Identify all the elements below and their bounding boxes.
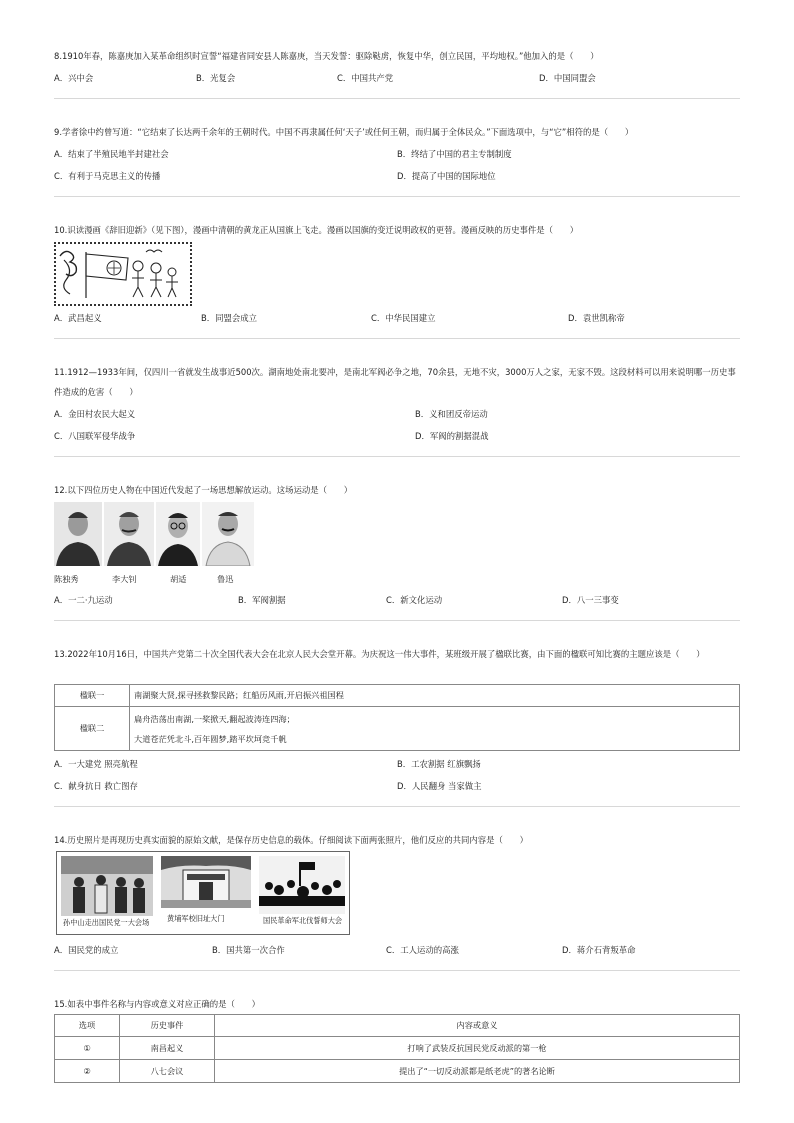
- table-cell: 南昌起义: [120, 1037, 215, 1060]
- q8-option-b[interactable]: B．光复会: [196, 73, 236, 83]
- couplet-label: 楹联一: [55, 685, 130, 707]
- portrait-name: 陈独秀: [54, 574, 79, 584]
- question-14-stem: 14.历史照片是再现历史真实面貌的原始文献，是保存历史信息的载体。仔细阅读下面两张照片，他们反应的共同内容是（ ）: [54, 835, 528, 845]
- events-table: [54, 1014, 740, 1083]
- couplet-label: 楹联二: [55, 707, 130, 751]
- couplet-text: 南湖聚大贤,探寻拯救黎民路；红船历风雨,开启振兴祖国程: [130, 685, 740, 707]
- historical-photo: [161, 856, 251, 908]
- divider: [54, 338, 740, 339]
- cartoon-illustration: [56, 244, 190, 304]
- q12-option-d[interactable]: D．八一三事变: [562, 595, 619, 605]
- q10-option-b[interactable]: B．同盟会成立: [201, 313, 257, 323]
- q13-option-d[interactable]: D．人民翻身 当家做主: [397, 781, 482, 791]
- question-12-stem: 12.以下四位历史人物在中国近代发起了一场思想解放运动。这场运动是（ ）: [54, 485, 353, 495]
- historical-photo: [61, 856, 153, 916]
- couplet-table: [54, 684, 740, 751]
- q8-option-a[interactable]: A．兴中会: [54, 73, 94, 83]
- cartoon-image: [54, 242, 192, 306]
- divider: [54, 620, 740, 621]
- photo-strip: [56, 851, 350, 935]
- portrait-photo: [202, 502, 254, 566]
- table-header: 历史事件: [120, 1015, 215, 1037]
- photo-caption: 黄埔军校旧址大门: [167, 914, 225, 923]
- divider: [54, 98, 740, 99]
- portrait-photo: [156, 502, 200, 566]
- q14-option-b[interactable]: B．国共第一次合作: [212, 945, 285, 955]
- q9-option-b[interactable]: B．终结了中国的君主专制制度: [397, 149, 512, 159]
- q8-option-c[interactable]: C．中国共产党: [337, 73, 394, 83]
- q13-option-b[interactable]: B．工农割据 红旗飘扬: [397, 759, 481, 769]
- q9-option-d[interactable]: D．提高了中国的国际地位: [397, 171, 496, 181]
- divider: [54, 196, 740, 197]
- portrait-photo: [104, 502, 154, 566]
- question-10-stem: 10.识读漫画《辞旧迎新》（见下图），漫画中清朝的黄龙正从国旗上飞走。漫画以国旗的变迁说明政权的更替。漫画反映的历史事件是（ ）: [54, 225, 579, 235]
- question-11-stem: 11.1912—1933年间，仅四川一省就发生战事近500次。湖南地处南北要冲，是南北军阀必争之地，70余县，无地不灾，3000万人之家，无家不毁。这段材料可以用来说明哪一历史事件造成的危害（ ）: [54, 367, 736, 397]
- photo-caption: 国民革命军北伐誓师大会: [263, 916, 343, 925]
- q11-option-d[interactable]: D．军阀的割据混战: [415, 431, 489, 441]
- q8-option-d[interactable]: D．中国同盟会: [539, 73, 596, 83]
- couplet-text-line: 大道苍茫凭北斗,百年圆梦,踏平坎坷竞千帆: [134, 733, 287, 744]
- q14-option-d[interactable]: D．蒋介石背叛革命: [562, 945, 636, 955]
- q10-option-c[interactable]: C．中华民国建立: [371, 313, 436, 323]
- couplet-text-line: 扁舟浩荡出南湖,一桨掀天,翻起波涛连四海；: [134, 713, 295, 724]
- table-row: [55, 1037, 740, 1060]
- q11-option-b[interactable]: B．义和团反帝运动: [415, 409, 488, 419]
- question-8-stem: 8.1910年春，陈嘉庚加入某革命组织时宣誓“福建省同安县人陈嘉庚，当天发誓：驱除鞑虏，恢复中华，创立民国，平均地权。”他加入的是（ ）: [54, 51, 599, 61]
- table-cell: 八七会议: [120, 1060, 215, 1083]
- q13-option-c[interactable]: C．献身抗日 救亡图存: [54, 781, 138, 791]
- table-cell: 提出了“一切反动派都是纸老虎”的著名论断: [215, 1060, 740, 1083]
- q12-option-b[interactable]: B．军阀割据: [238, 595, 286, 605]
- q13-option-a[interactable]: A．一大建党 照亮航程: [54, 759, 138, 769]
- question-9-stem: 9.学者徐中约曾写道：“它结束了长达两千余年的王朝时代。中国不再隶属任何‘天子’或任何王朝，而归属于全体民众。”下面选项中，与“它”相符的是（ ）: [54, 127, 634, 137]
- q11-option-c[interactable]: C．八国联军侵华战争: [54, 431, 136, 441]
- table-row: [55, 1060, 740, 1083]
- q11-option-a[interactable]: A．金田村农民大起义: [54, 409, 136, 419]
- q10-option-d[interactable]: D．袁世凯称帝: [568, 313, 625, 323]
- q14-option-c[interactable]: C．工人运动的高涨: [386, 945, 459, 955]
- q12-option-c[interactable]: C．新文化运动: [386, 595, 443, 605]
- table-cell: ①: [55, 1037, 120, 1060]
- portrait-name: 胡适: [170, 574, 187, 584]
- q9-option-a[interactable]: A．结束了半殖民地半封建社会: [54, 149, 169, 159]
- table-header: 内容或意义: [215, 1015, 740, 1037]
- divider: [54, 456, 740, 457]
- table-cell: ②: [55, 1060, 120, 1083]
- q9-option-c[interactable]: C．有利于马克思主义的传播: [54, 171, 161, 181]
- portrait-name: 李大钊: [112, 574, 137, 584]
- q10-option-a[interactable]: A．武昌起义: [54, 313, 102, 323]
- table-header: 选项: [55, 1015, 120, 1037]
- q12-option-a[interactable]: A．一二·九运动: [54, 595, 113, 605]
- portrait-name: 鲁迅: [217, 574, 234, 584]
- historical-photo: [259, 856, 345, 914]
- divider: [54, 970, 740, 971]
- table-cell: 打响了武装反抗国民党反动派的第一枪: [215, 1037, 740, 1060]
- photo-caption: 孙中山走出国民党一大会场: [63, 918, 150, 927]
- portrait-photo: [54, 502, 102, 566]
- q14-option-a[interactable]: A．国民党的成立: [54, 945, 119, 955]
- question-15-stem: 15.如表中事件名称与内容或意义对应正确的是（ ）: [54, 999, 260, 1009]
- question-13-stem: 13.2022年10月16日，中国共产党第二十次全国代表大会在北京人民大会堂开幕。为庆祝这一伟大事件，某班级开展了楹联比赛，由下面的楹联可知比赛的主题应该是（ ）: [54, 649, 705, 659]
- divider: [54, 806, 740, 807]
